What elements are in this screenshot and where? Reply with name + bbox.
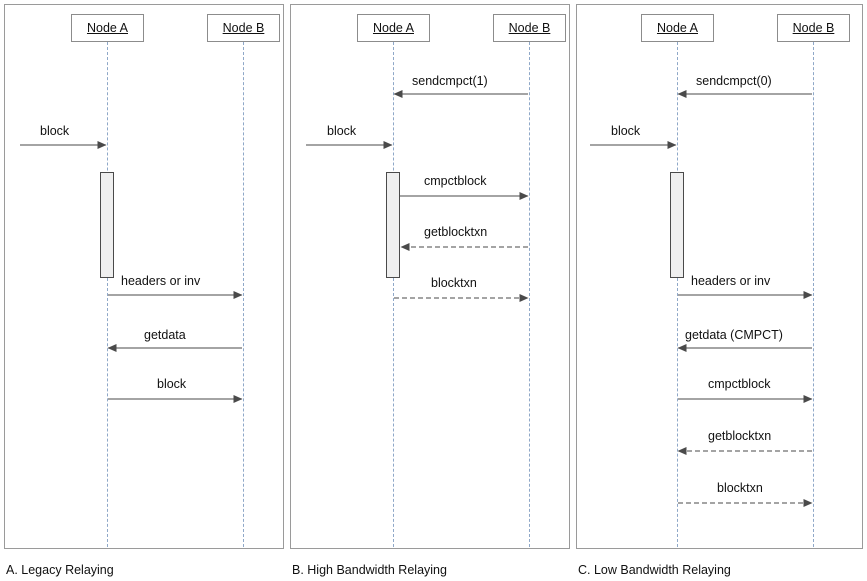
panel-a-node-b-label: Node B [222,21,265,35]
panel-a-message-headers-or-inv: headers or inv [121,274,201,288]
panel-b-message-blocktxn: blocktxn [431,276,477,290]
panel-c-message-block-in: block [611,124,641,138]
panel-a-message-getdata: getdata [144,328,186,342]
panel-c-message-headers-or-inv: headers or inv [691,274,771,288]
panel-c-node-a-box [641,14,714,42]
panel-a-message-block-in: block [40,124,70,138]
panel-b-message-cmpctblock: cmpctblock [424,174,487,188]
panel-c-node-b-box [777,14,850,42]
panel-b-node-a-lifeline [393,42,394,547]
panel-b-node-a-box [357,14,430,42]
panel-c-node-b-lifeline [813,42,814,547]
panel-a-node-a-lifeline [107,42,108,547]
panel-b-message-getblocktxn: getblocktxn [424,225,488,239]
panel-c-message-getblocktxn: getblocktxn [708,429,772,443]
panel-b-node-b-lifeline [529,42,530,547]
panel-a-activation-bar [100,172,114,278]
panel-b-node-a-label: Node A [372,21,414,35]
panel-c-node-a-label: Node A [656,21,698,35]
panel-b-activation-bar [386,172,400,278]
panel-b-node-b-box [493,14,566,42]
panel-a-node-a-label: Node A [86,21,128,35]
caption-panel-a: A. Legacy Relaying [6,563,114,577]
panel-c-message-sendcmpct: sendcmpct(0) [696,74,772,88]
panel-c-node-a-lifeline [677,42,678,547]
panel-a-node-b-lifeline [243,42,244,547]
panel-c-activation-bar [670,172,684,278]
caption-panel-b: B. High Bandwidth Relaying [292,563,447,577]
panel-c-message-getdata-cmpct: getdata (CMPCT) [685,328,783,342]
panel-a-node-b-box [207,14,280,42]
panel-b-message-block-in: block [327,124,357,138]
panel-b-node-b-label: Node B [508,21,551,35]
panel-a-node-a-box [71,14,144,42]
panel-c-message-cmpctblock: cmpctblock [708,377,771,391]
caption-panel-c: C. Low Bandwidth Relaying [578,563,731,577]
panel-c-node-b-label: Node B [792,21,835,35]
panel-b-message-sendcmpct: sendcmpct(1) [412,74,488,88]
panel-a-message-block: block [157,377,187,391]
panel-c-message-blocktxn: blocktxn [717,481,763,495]
